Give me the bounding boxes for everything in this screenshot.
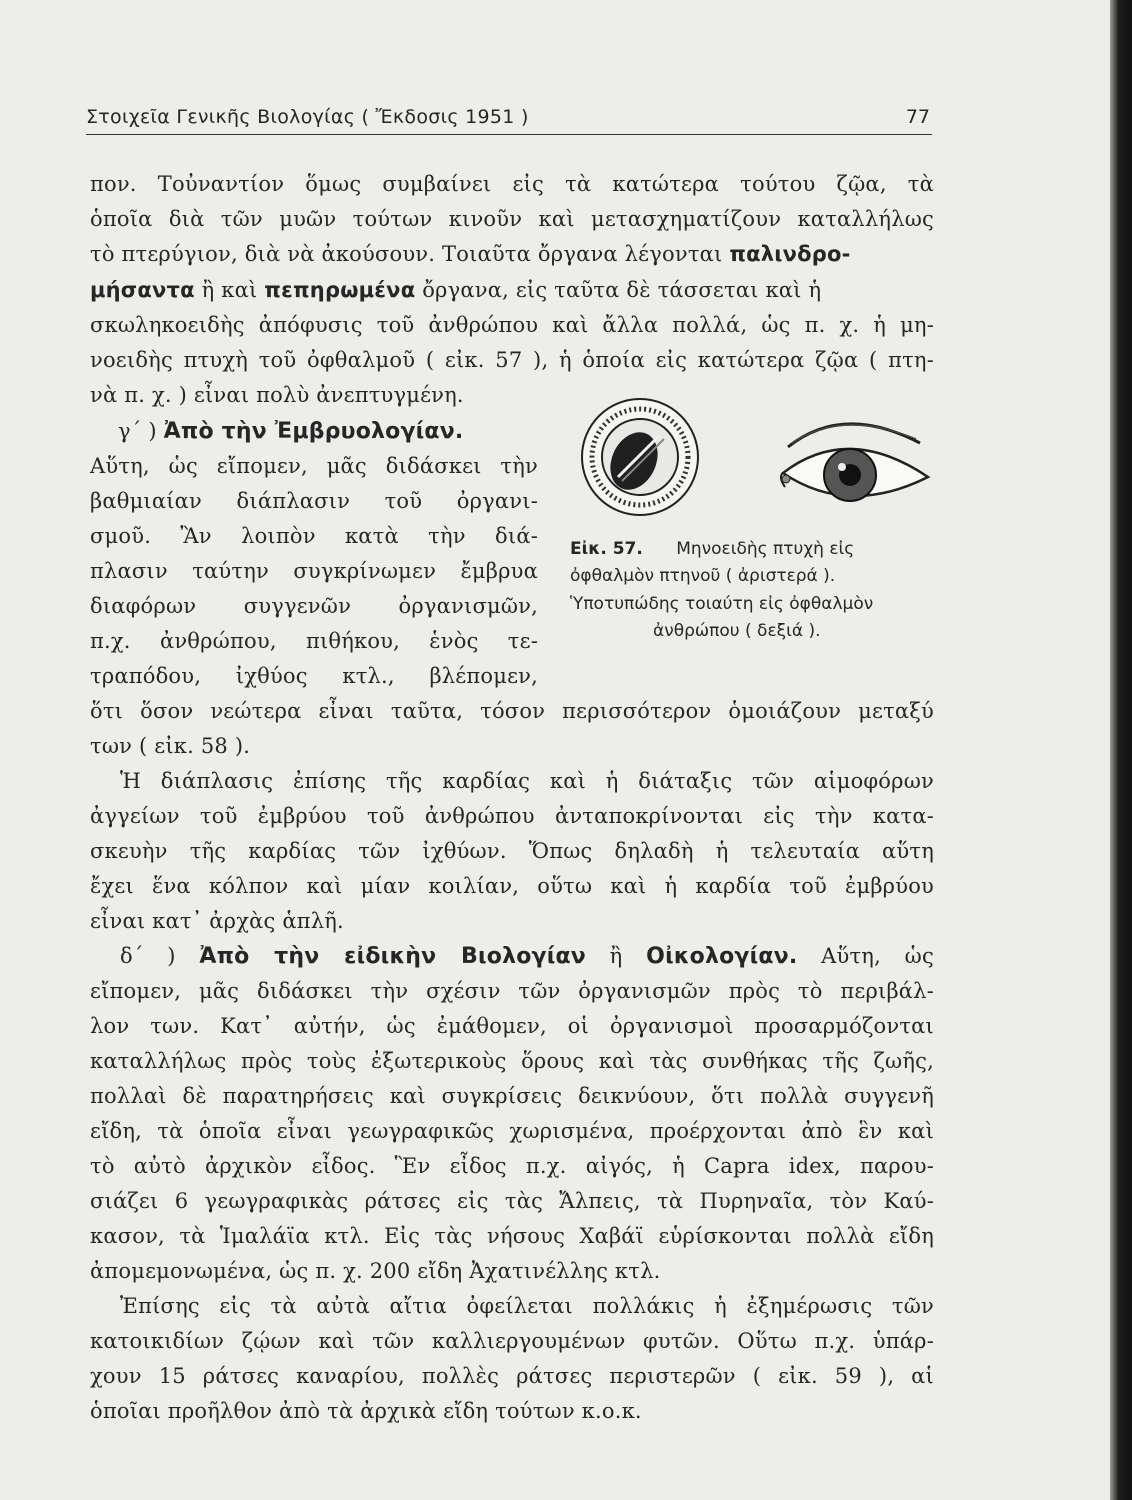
text-line: πον. Τοὐναντίον ὅμως συμβαίνει εἰς τὰ κατώτερα τούτου ζῷα, τὰ [90, 172, 934, 196]
caption-text: Μηνοειδὴς πτυχὴ εἰς [676, 539, 855, 559]
text-span: τὸ πτερύγιον, διὰ νὰ ἀκούσουν. Τοιαῦτα ὄργανα λέγονται [90, 242, 723, 266]
text-line: χουν 15 ράτσες καναρίου, πολλὲς ράτσες περιστερῶν ( εἰκ. 59 ), αἱ [90, 1364, 934, 1388]
text-line: εἴδη, τὰ ὁποῖα εἶναι γεωγραφικῶς χωρισμένα, προέρχονται ἀπὸ ἓν καὶ [90, 1119, 934, 1143]
text-line: κασον, τὰ Ἱμαλάϊα κτλ. Εἰς τὰς νήσους Χαβάϊ εὑρίσκονται πολλὰ εἴδη [90, 1224, 934, 1248]
human-eye-icon [781, 424, 928, 501]
term-palindromisanta-end: μήσαντα [90, 278, 195, 302]
section-heading-c [118, 417, 464, 446]
text-line: π.χ. ἀνθρώπου, πιθήκου, ἑνὸς τε- [90, 629, 538, 653]
figure-label: Εἰκ. 57. [570, 539, 643, 559]
text-line [90, 276, 821, 304]
section-title-a: Ἀπὸ τὴν εἰδικὴν Βιολογίαν [199, 944, 586, 969]
term-palindromisanta: παλινδρο- [729, 242, 851, 266]
text-line: Ἡ διάπλασις ἐπίσης τῆς καρδίας καὶ ἡ διάταξις τῶν αἱμοφόρων [120, 769, 934, 793]
figure-caption-line: ὀφθαλμὸν πτηνοῦ ( ἀριστερά ). [570, 566, 836, 586]
text-line: ὅτι ὅσον νεώτερα εἶναι ταῦτα, τόσον περισσότερον ὁμοιάζουν μεταξύ [90, 699, 934, 723]
figure-caption-line: Ὑποτυπώδης τοιαύτη εἰς ὀφθαλμὸν [570, 594, 874, 614]
running-header [86, 104, 932, 135]
text-line: τὸ αὐτὸ ἀρχικὸν εἶδος. Ἓν εἶδος π.χ. αἰγός, ἡ Capra idex, παρου- [90, 1154, 934, 1178]
text-line: σμοῦ. Ἂν λοιπὸν κατὰ τὴν διά- [90, 524, 538, 548]
text-span: Αὕτη, ὡς [821, 944, 934, 968]
section-marker: γ΄ ) [118, 419, 157, 443]
text-line: διαφόρων συγγενῶν ὀργανισμῶν, [90, 594, 538, 618]
text-line: βαθμιαίαν διάπλασιν τοῦ ὀργανι- [90, 489, 538, 513]
text-line: εἶναι κατ᾽ ἀρχὰς ἁπλῆ. [90, 909, 344, 933]
text-line: σκωληκοειδὴς ἀπόφυσις τοῦ ἀνθρώπου καὶ ἄλλα πολλά, ὡς π. χ. ἡ μη- [90, 313, 934, 337]
text-line: νὰ π. χ. ) εἶναι πολὺ ἀνεπτυγμένη. [90, 383, 464, 407]
term-pepiromena: πεπηρωμένα [264, 278, 416, 302]
text-line: ἀγγείων τοῦ ἐμβρύου τοῦ ἀνθρώπου ἀνταποκρίνονται εἰς τὴν κατα- [90, 804, 934, 828]
section-marker: δ΄ ) [120, 944, 176, 968]
section-heading-d [120, 942, 934, 971]
figure-caption-line-1 [570, 537, 854, 561]
text-span: ἢ [609, 944, 623, 968]
text-line: νοειδὴς πτυχὴ τοῦ ὀφθαλμοῦ ( εἰκ. 57 ), ἡ ὁποία εἰς κατώτερα ζῷα ( πτη- [90, 348, 934, 372]
text-line: ἀπομεμονωμένα, ὡς π. χ. 200 εἴδη Ἀχατινέλλης κτλ. [90, 1259, 661, 1283]
text-line [90, 240, 851, 268]
text-line: λον των. Κατ᾽ αὐτήν, ὡς ἐμάθομεν, οἱ ὀργανισμοὶ προσαρμόζονται [90, 1014, 934, 1038]
section-title-b: Οἰκολογίαν. [646, 944, 798, 969]
text-line: Αὕτη, ὡς εἴπομεν, μᾶς διδάσκει τὴν [90, 454, 538, 478]
eye-illustrations [578, 395, 938, 530]
text-span: ἢ καὶ [201, 278, 258, 302]
text-line: κατοικιδίων ζῴων καὶ τῶν καλλιεργουμένων φυτῶν. Οὕτω π.χ. ὑπάρ- [90, 1329, 934, 1353]
text-line: εἴπομεν, μᾶς διδάσκει τὴν σχέσιν τῶν ὀργανισμῶν πρὸς τὸ περιβάλ- [90, 979, 934, 1003]
text-line: σιάζει 6 γεωγραφικὰς ράτσες εἰς τὰς Ἄλπεις, τὰ Πυρηναῖα, τὸν Καύ- [90, 1189, 934, 1213]
figure-57 [578, 395, 938, 534]
text-line: τραπόδου, ἰχθύος κτλ., βλέπομεν, [90, 664, 538, 688]
text-line: ὁποῖαι προῆλθον ἀπὸ τὰ ἀρχικὰ εἴδη τούτων κ.ο.κ. [90, 1399, 642, 1423]
text-line: ὁποῖα διὰ τῶν μυῶν τούτων κινοῦν καὶ μετασχηματίζουν καταλλήλως [90, 207, 934, 231]
page-number: 77 [905, 106, 930, 128]
text-line: πολλαὶ δὲ παρατηρήσεις καὶ συγκρίσεις δεικνύουν, ὅτι πολλὰ συγγενῆ [90, 1084, 934, 1108]
text-line: πλασιν ταύτην συγκρίνωμεν ἔμβρυα [90, 559, 538, 583]
text-line: σκευὴν τῆς καρδίας τῶν ἰχθύων. Ὅπως δηλαδὴ ἡ τελευταία αὕτη [90, 839, 934, 863]
text-span: ὄργανα, εἰς ταῦτα δὲ τάσσεται καὶ ἡ [422, 278, 822, 302]
header-title: Στοιχεῖα Γενικῆς Βιολογίας ( Ἔκδοσις 1951 ) [86, 106, 529, 128]
text-line: ἔχει ἕνα κόλπον καὶ μίαν κοιλίαν, οὕτω καὶ ἡ καρδία τοῦ ἐμβρύου [90, 874, 934, 898]
bird-eye-icon [582, 399, 698, 515]
text-line: Ἐπίσης εἰς τὰ αὐτὰ αἴτια ὀφείλεται πολλάκις ἡ ἐξημέρωσις τῶν [120, 1294, 934, 1318]
figure-caption-line: ἀνθρώπου ( δεξιά ). [653, 621, 821, 641]
text-line: των ( εἰκ. 58 ). [90, 734, 251, 758]
section-title: Ἀπὸ τὴν Ἐμβρυολογίαν. [163, 419, 464, 444]
text-line: καταλλήλως πρὸς τοὺς ἐξωτερικοὺς ὅρους καὶ τὰς συνθήκας τῆς ζωῆς, [90, 1049, 934, 1073]
page-edge-shadow [1110, 0, 1132, 1500]
